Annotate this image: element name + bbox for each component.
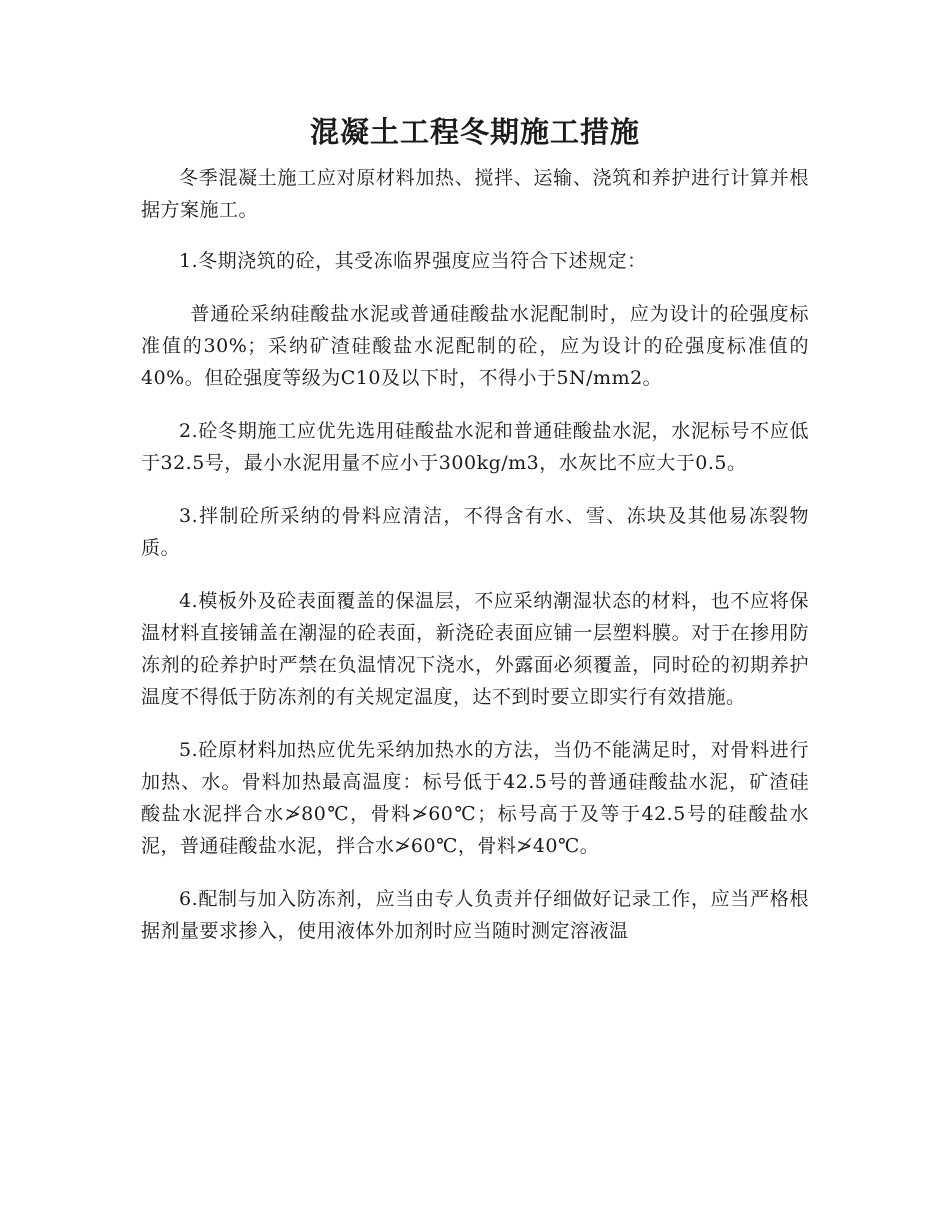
document-page — [141, 112, 809, 968]
paragraph-item-5: 5.砼原材料加热应优先采纳加热水的方法，当仍不能满足时，对骨料进行加热、水。骨料加热最高温度：标号低于42.5号的普通硅酸盐水泥，矿渣硅酸盐水泥拌合水≯80℃，骨料≯60℃；标号高于及等于42.5号的硅酸盐水泥，普通硅酸盐水泥，拌合水≯60℃，骨料≯40℃。 — [141, 739, 809, 857]
paragraph-item-1-detail: 普通砼采纳硅酸盐水泥或普通硅酸盐水泥配制时，应为设计的砼强度标准值的30%；采纳矿渣硅酸盐水泥配制的砼，应为设计的砼强度标准值的40%。但砼强度等级为C10及以下时，不得小于5N/mm2。 — [141, 303, 809, 389]
paragraph-item-3: 3.拌制砼所采纳的骨料应清洁，不得含有水、雪、冻块及其他易冻裂物质。 — [141, 505, 809, 559]
document-title: 混凝土工程冬期施工措施 — [309, 115, 640, 149]
paragraph-item-1: 1.冬期浇筑的砼，其受冻临界强度应当符合下述规定： — [179, 250, 647, 272]
intro-paragraph: 冬季混凝土施工应对原材料加热、搅拌、运输、浇筑和养护进行计算并根据方案施工。 — [141, 167, 809, 221]
paragraph-item-4: 4.模板外及砼表面覆盖的保温层，不应采纳潮湿状态的材料，也不应将保温材料直接铺盖在潮湿的砼表面，新浇砼表面应铺一层塑料膜。对于在掺用防冻剂的砼养护时严禁在负温情况下浇水，外露面必须覆盖，同时砼的初期养护温度不得低于防冻剂的有关规定温度，达不到时要立即实行有效措施。 — [141, 590, 809, 708]
paragraph-item-2: 2.砼冬期施工应优先选用硅酸盐水泥和普通硅酸盐水泥，水泥标号不应低于32.5号，最小水泥用量不应小于300kg/m3，水灰比不应大于0.5。 — [141, 420, 809, 474]
paragraph-item-6: 6.配制与加入防冻剂，应当由专人负责并仔细做好记录工作，应当严格根据剂量要求掺入，使用液体外加剂时应当随时测定溶液温 — [141, 888, 809, 942]
